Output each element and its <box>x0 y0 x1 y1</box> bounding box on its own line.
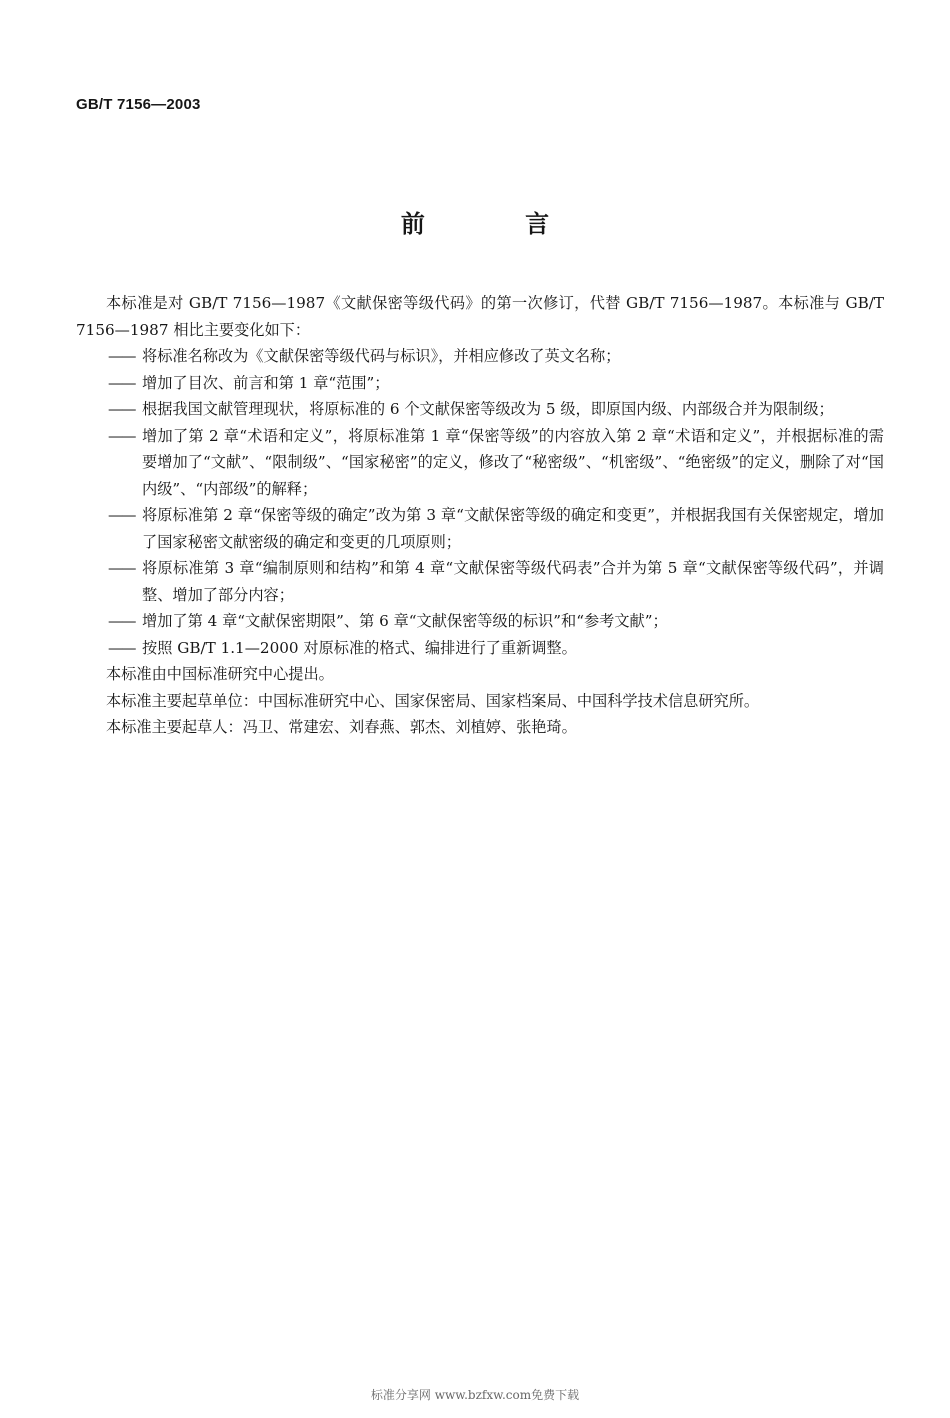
change-text: 将标准名称改为《文献保密等级代码与标识》，并相应修改了英文名称； <box>142 347 621 365</box>
change-text: 将原标准第 2 章“保密等级的确定”改为第 3 章“文献保密等级的确定和变更”，并根据我国有关保密规定，增加了国家秘密文献密级的确定和变更的几项原则； <box>142 506 884 551</box>
dash-marker: —— <box>108 347 135 365</box>
change-text: 按照 GB/T 1.1—2000 对原标准的格式、编排进行了重新调整。 <box>142 638 577 657</box>
change-item <box>106 502 884 555</box>
change-text: 增加了第 4 章“文献保密期限”、第 6 章“文献保密等级的标识”和“参考文献”； <box>142 612 668 630</box>
change-item <box>106 370 884 397</box>
dash-marker: —— <box>108 559 135 577</box>
dash-marker: —— <box>108 373 135 392</box>
change-item <box>106 635 884 662</box>
dash-marker: —— <box>108 426 135 445</box>
change-item <box>106 343 884 370</box>
footer-watermark: 标准分享网 www.bzfxw.com免费下载 <box>370 1388 580 1402</box>
standard-code: GB/T 7156—2003 <box>76 96 201 113</box>
dash-marker: —— <box>108 612 135 630</box>
drafting-units-statement: 本标准主要起草单位：中国标准研究中心、国家保密局、国家档案局、中国科学技术信息研究所。 <box>106 691 760 710</box>
proposer-statement: 本标准由中国标准研究中心提出。 <box>106 665 334 683</box>
dash-marker: —— <box>108 400 135 418</box>
intro-paragraph: 本标准是对 GB/T 7156—1987《文献保密等级代码》的第一次修订，代替 GB/T 7156—1987。本标准与 GB/T 7156—1987 相比主要变化如下： <box>76 294 884 339</box>
drafters-statement: 本标准主要起草人：冯卫、常建宏、刘春燕、郭杰、刘植婷、张艳琦。 <box>106 718 577 736</box>
change-item <box>106 608 884 635</box>
dash-marker: —— <box>108 638 135 657</box>
change-text: 将原标准第 3 章“编制原则和结构”和第 4 章“文献保密等级代码表”合并为第 5 章“文献保密等级代码”，并调整、增加了部分内容； <box>142 559 884 604</box>
change-text: 增加了第 2 章“术语和定义”，将原标准第 1 章“保密等级”的内容放入第 2 章“术语和定义”，并根据标准的需要增加了“文献”、“限制级”、“国家秘密”的定义，修改了“秘密级”、“机密级”、“绝密级”的定义，删除了对“国内级”、“内部级”的解释； <box>142 426 884 498</box>
change-item <box>106 423 884 503</box>
page-title: 前 言 <box>400 210 596 238</box>
change-item <box>106 396 884 423</box>
change-item <box>106 555 884 608</box>
dash-marker: —— <box>108 506 135 524</box>
change-text: 根据我国文献管理现状，将原标准的 6 个文献保密等级改为 5 级，即原国内级、内部级合并为限制级； <box>142 400 834 418</box>
foreword-body <box>76 290 884 741</box>
change-list <box>106 343 884 661</box>
change-text: 增加了目次、前言和第 1 章“范围”； <box>142 373 390 392</box>
